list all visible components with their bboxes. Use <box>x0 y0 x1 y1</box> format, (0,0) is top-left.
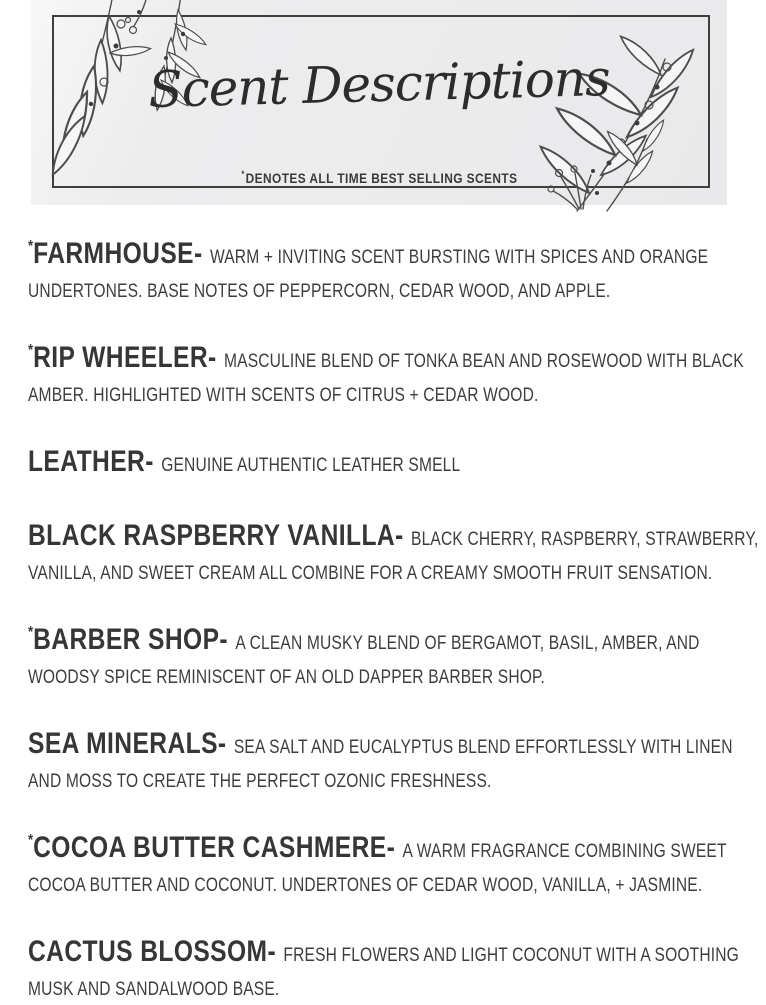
legend-asterisk: * <box>240 169 245 179</box>
scent-description-line2: VANILLA, AND SWEET CREAM ALL COMBINE FOR A CREAMY SMOOTH FRUIT SENSATION. <box>28 563 713 584</box>
scent-description-line2: MUSK AND SANDALWOOD BASE. <box>28 979 280 1000</box>
scent-entry-sea-minerals <box>28 719 766 797</box>
scent-description-line1: SEA SALT AND EUCALYPTUS BLEND EFFORTLESSLY WITH LINEN <box>233 737 733 758</box>
scent-name: LEATHER- <box>28 445 154 478</box>
scent-name: BLACK RASPBERRY VANILLA- <box>28 519 404 552</box>
scent-name: BARBER SHOP- <box>33 623 229 656</box>
scent-description-line1: A WARM FRAGRANCE COMBINING SWEET <box>402 841 727 862</box>
bestseller-asterisk: * <box>28 238 34 255</box>
scent-description-line1: BLACK CHERRY, RASPBERRY, STRAWBERRY, <box>411 529 759 550</box>
scent-description-line1: GENUINE AUTHENTIC LEATHER SMELL <box>161 455 461 476</box>
bestseller-asterisk: * <box>28 832 34 849</box>
scent-entry-cocoa-butter-cashmere <box>28 823 766 901</box>
bestseller-asterisk: * <box>28 624 34 641</box>
scent-description-line1: A CLEAN MUSKY BLEND OF BERGAMOT, BASIL, AMBER, AND <box>235 633 700 654</box>
legend-text: DENOTES ALL TIME BEST SELLING SCENTS <box>245 170 518 186</box>
scent-description-line1: FRESH FLOWERS AND LIGHT COCONUT WITH A SOOTHING <box>283 945 739 966</box>
scent-description-line2: COCOA BUTTER AND COCONUT. UNDERTONES OF CEDAR WOOD, VANILLA, + JASMINE. <box>28 875 703 896</box>
scent-description-line1: WARM + INVITING SCENT BURSTING WITH SPICES AND ORANGE <box>209 247 709 268</box>
scent-name: CACTUS BLOSSOM- <box>28 935 277 968</box>
scent-entry-black-raspberry-vanilla <box>28 511 766 589</box>
scent-description-line2: UNDERTONES. BASE NOTES OF PEPPERCORN, CEDAR WOOD, AND APPLE. <box>28 281 611 302</box>
scent-list <box>0 205 759 1005</box>
scent-name: RIP WHEELER- <box>33 341 217 374</box>
scent-entry-farmhouse <box>28 229 766 307</box>
scent-name: FARMHOUSE- <box>33 237 203 270</box>
scent-entry-barber-shop <box>28 615 766 693</box>
scent-name: COCOA BUTTER CASHMERE- <box>33 831 396 864</box>
scent-entry-leather <box>28 437 766 485</box>
scent-description-line2: AND MOSS TO CREATE THE PERFECT OZONIC FRESHNESS. <box>28 771 492 792</box>
scent-entry-rip-wheeler <box>28 333 766 411</box>
scent-name: SEA MINERALS- <box>28 727 227 760</box>
scent-description-line1: MASCULINE BLEND OF TONKA BEAN AND ROSEWOOD WITH BLACK <box>224 351 744 372</box>
scent-description-line2: WOODSY SPICE REMINISCENT OF AN OLD DAPPER BARBER SHOP. <box>28 667 546 688</box>
scent-entry-cactus-blossom <box>28 927 766 1005</box>
bestseller-legend <box>31 169 727 188</box>
header-banner <box>31 0 727 205</box>
bestseller-asterisk: * <box>28 342 34 359</box>
page-title: Scent Descriptions <box>147 48 611 120</box>
scent-description-line2: AMBER. HIGHLIGHTED WITH SCENTS OF CITRUS + CEDAR WOOD. <box>28 385 539 406</box>
